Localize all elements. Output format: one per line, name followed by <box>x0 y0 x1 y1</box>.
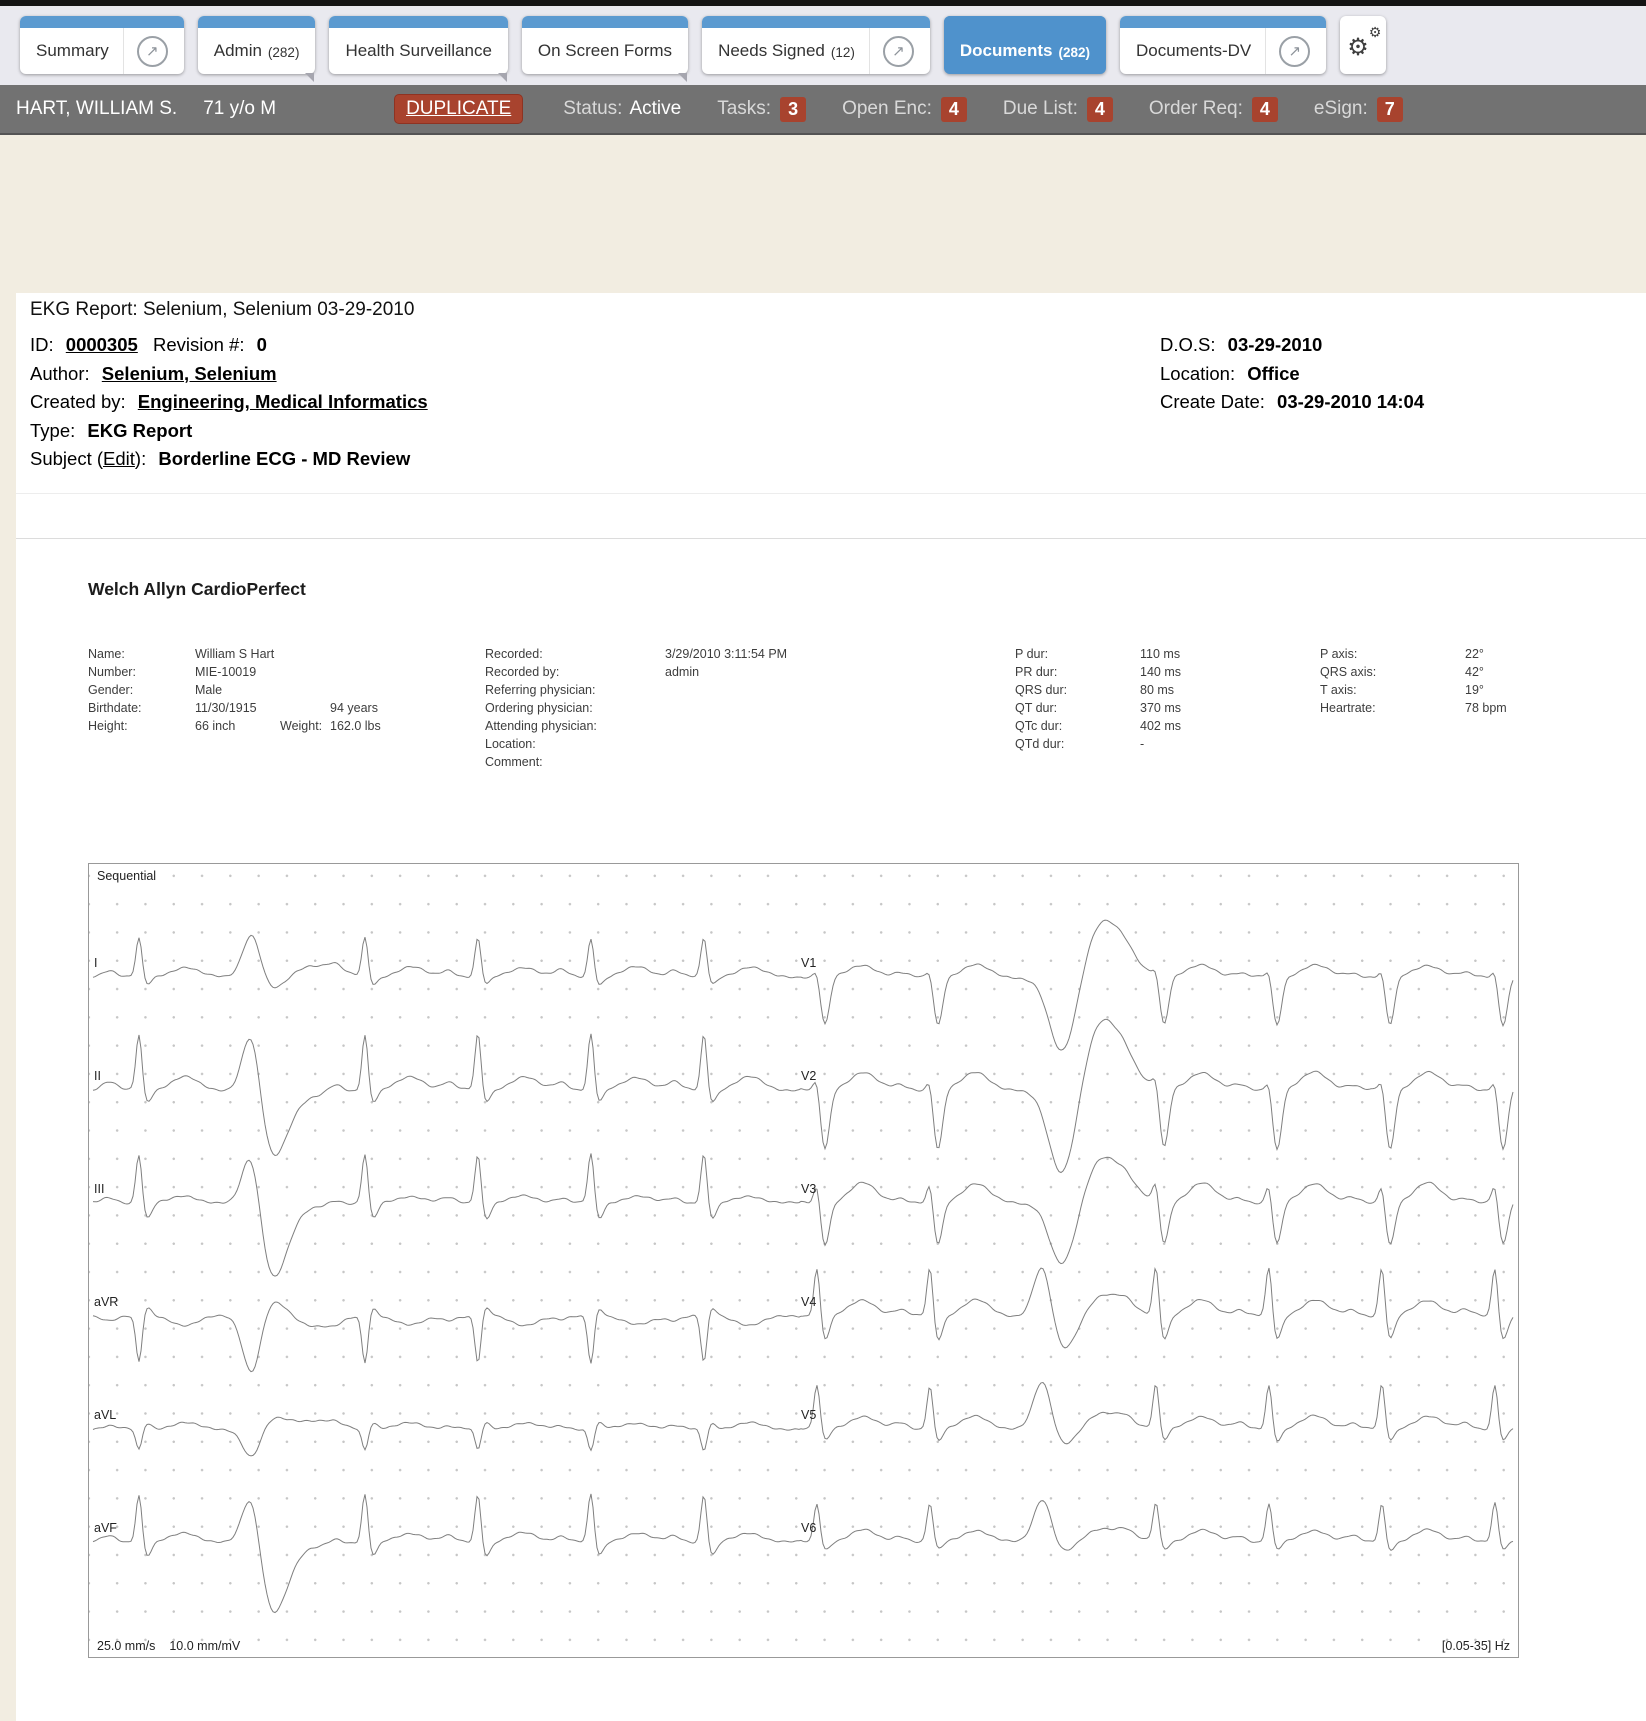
report-field-row <box>88 683 518 701</box>
duplicate-button[interactable]: DUPLICATE <box>394 94 523 124</box>
order-req-label: Order Req: <box>1148 98 1243 119</box>
report-field-label: Recorded: <box>485 647 543 661</box>
document-meta-right <box>1160 331 1424 417</box>
location-label: Location: <box>1160 362 1236 384</box>
patient-age-sex: 71 y/o M <box>203 98 277 119</box>
report-field-value: 80 ms <box>1140 683 1175 697</box>
report-field-row <box>485 755 925 773</box>
ecg-trace-row-6 <box>93 1494 1513 1613</box>
tab-count: (282) <box>267 44 300 60</box>
type-label: Type: <box>30 419 76 441</box>
create-date-value: 03-29-2010 14:04 <box>1277 391 1425 412</box>
header-divider <box>16 493 1646 494</box>
settings-gear-icon: ⚙ <box>1347 34 1369 61</box>
report-field-label: Location: <box>485 737 536 751</box>
ecg-scale-note <box>97 1639 254 1653</box>
report-field-value: 94 years <box>330 701 378 715</box>
tab-cap <box>1120 16 1326 28</box>
report-field-label: P axis: <box>1320 647 1358 661</box>
ecg-lead-label-v4: V4 <box>801 1295 817 1309</box>
ecg-lead-label-avr: aVR <box>94 1295 119 1309</box>
report-field-value: MIE-10019 <box>195 665 257 679</box>
ecg-lead-label-v6: V6 <box>801 1521 817 1535</box>
report-field-label: QRS dur: <box>1015 683 1068 697</box>
report-field-label: Height: <box>88 719 128 733</box>
report-field-label: PR dur: <box>1015 665 1058 679</box>
tab-count: (12) <box>830 44 855 60</box>
ecg-lead-label-avl: aVL <box>94 1408 117 1422</box>
ekg-report-body <box>16 538 1646 1721</box>
chart-tab-bar <box>0 6 1646 85</box>
patient-info-column <box>88 647 518 737</box>
report-field-value: 66 inch <box>195 719 236 733</box>
ekg-strip-image <box>88 863 1519 1658</box>
tab-cap <box>702 16 930 28</box>
tab-label: Documents-DV <box>1135 41 1252 60</box>
document-meta-left <box>30 331 428 474</box>
ecg-trace-row-3 <box>93 1154 1513 1277</box>
ecg-trace-row-1 <box>93 920 1513 1050</box>
tasks-count-badge[interactable]: 3 <box>780 97 806 122</box>
type-value: EKG Report <box>87 419 193 441</box>
popout-arrow-icon[interactable]: ↗ <box>883 36 914 67</box>
report-field-row <box>1320 701 1560 719</box>
report-field-row <box>485 647 925 665</box>
report-field-value: Male <box>195 683 223 697</box>
ecg-lead-label-avf: aVF <box>94 1521 117 1535</box>
tab-on-screen-forms[interactable] <box>522 16 688 74</box>
document-id-link[interactable]: 0000305 <box>65 334 138 355</box>
tab-admin[interactable] <box>198 16 316 74</box>
ecg-lead-label-v1: V1 <box>801 956 817 970</box>
report-field-label: Gender: <box>88 683 134 697</box>
ecg-trace-row-4 <box>93 1268 1513 1372</box>
ecg-speed: 25.0 mm/s <box>97 1639 156 1653</box>
tab-label: Admin <box>213 41 262 60</box>
status-label: Status: <box>563 98 623 119</box>
dos-value: 03-29-2010 <box>1227 334 1323 355</box>
tab-count: (282) <box>1058 44 1090 60</box>
due-list-count-badge[interactable]: 4 <box>1087 97 1113 122</box>
popout-arrow-icon[interactable]: ↗ <box>137 36 168 67</box>
esign-label: eSign: <box>1313 98 1368 119</box>
tab-popout[interactable] <box>869 28 914 74</box>
report-field-value: 3/29/2010 3:11:54 PM <box>665 647 788 661</box>
ecg-layout-label: Sequential <box>97 869 157 883</box>
report-field-label: QTd dur: <box>1015 737 1065 751</box>
report-field-row <box>485 701 925 719</box>
document-panel <box>16 293 1646 1720</box>
report-field-value: 19° <box>1465 683 1484 697</box>
id-revision-line <box>30 331 428 360</box>
report-field-label: Attending physician: <box>485 719 597 733</box>
tab-health-surveillance[interactable] <box>329 16 507 74</box>
revision-value: 0 <box>256 334 267 355</box>
status-value: Active <box>629 98 682 119</box>
report-field-row <box>88 719 518 737</box>
report-field-value: 370 ms <box>1140 701 1181 715</box>
subject-value: Borderline ECG - MD Review <box>158 448 411 469</box>
popout-arrow-icon[interactable]: ↗ <box>1279 36 1310 67</box>
open-enc-count-badge[interactable]: 4 <box>941 97 967 122</box>
tab-summary[interactable] <box>20 16 184 74</box>
tab-label: Needs Signed <box>718 41 825 60</box>
author-link[interactable]: Selenium, Selenium <box>101 362 277 384</box>
report-field-row <box>1015 683 1295 701</box>
settings-gear-small-icon: ⚙ <box>1368 24 1382 40</box>
create-date-label: Create Date: <box>1160 391 1265 412</box>
patient-header-bar <box>0 85 1646 135</box>
report-field-label: Referring physician: <box>485 683 596 697</box>
report-field-value: 78 bpm <box>1465 701 1507 715</box>
report-field-row <box>1015 719 1295 737</box>
report-field-label: Name: <box>88 647 125 661</box>
report-field-row <box>88 701 518 719</box>
report-field-label: Recorded by: <box>485 665 560 679</box>
author-line <box>30 360 428 389</box>
esign-count-badge[interactable]: 7 <box>1377 97 1403 122</box>
report-field-label: QRS axis: <box>1320 665 1377 679</box>
ecg-lead-label-iii: III <box>94 1182 105 1196</box>
report-field-value: 162.0 lbs <box>330 719 381 733</box>
tab-cap <box>20 16 184 28</box>
tab-documents-dv[interactable] <box>1120 16 1326 74</box>
ecg-lead-label-v5: V5 <box>801 1408 817 1422</box>
report-field-label: QT dur: <box>1015 701 1058 715</box>
subject-edit-link[interactable]: Edit <box>103 448 135 469</box>
location-line <box>1160 360 1424 389</box>
report-field-value: William S Hart <box>195 647 275 661</box>
report-field-label: Comment: <box>485 755 543 769</box>
tab-label: Documents <box>959 41 1053 60</box>
report-field-value: 11/30/1915 <box>195 701 257 715</box>
tab-popout[interactable] <box>123 28 168 74</box>
settings-button[interactable] <box>1340 16 1386 74</box>
report-field-row <box>88 665 518 683</box>
report-field-value: admin <box>665 665 700 679</box>
open-enc-label: Open Enc: <box>842 98 932 119</box>
report-field-row <box>1320 647 1560 665</box>
report-field-row <box>88 647 518 665</box>
ecg-filter-note: [0.05-35] Hz <box>1441 1639 1510 1653</box>
ecg-lead-label-ii: II <box>94 1069 101 1083</box>
patient-name: HART, WILLIAM S. <box>16 98 178 119</box>
subject-line <box>30 445 428 474</box>
revision-label: Revision #: <box>152 334 245 355</box>
report-field-label: Birthdate: <box>88 701 142 715</box>
ecg-lead-label-v3: V3 <box>801 1182 817 1196</box>
tab-cap <box>198 16 316 28</box>
report-field-value: 110 ms <box>1140 647 1181 661</box>
report-field-row <box>1015 647 1295 665</box>
subject-label: Subject ( <box>30 448 104 469</box>
tab-label: On Screen Forms <box>537 41 673 60</box>
report-field-label: Ordering physician: <box>485 701 593 715</box>
tab-cap <box>329 16 507 28</box>
report-field-label: P dur: <box>1015 647 1049 661</box>
ecg-lead-label-v2: V2 <box>801 1069 817 1083</box>
report-field-row <box>1015 737 1295 755</box>
ecg-lead-label-i: I <box>94 956 98 970</box>
location-value: Office <box>1247 362 1300 384</box>
tab-popout[interactable] <box>1265 28 1310 74</box>
report-field-label: Weight: <box>280 719 323 733</box>
report-field-value: 140 ms <box>1140 665 1181 679</box>
order-req-count-badge[interactable]: 4 <box>1252 97 1278 122</box>
report-field-row <box>485 737 925 755</box>
tab-documents[interactable] <box>944 16 1106 74</box>
tasks-label: Tasks: <box>717 98 772 119</box>
ecg-gain: 10.0 mm/mV <box>169 1639 241 1653</box>
report-field-row <box>485 719 925 737</box>
created-by-label: Created by: <box>30 391 126 412</box>
created-by-link[interactable]: Engineering, Medical Informatics <box>137 391 428 412</box>
report-field-value: 42° <box>1465 665 1484 679</box>
report-field-row <box>485 683 925 701</box>
author-label: Author: <box>30 362 90 384</box>
id-label: ID: <box>30 334 54 355</box>
report-field-value: 22° <box>1465 647 1484 661</box>
report-field-value: - <box>1140 737 1145 751</box>
report-field-row <box>1320 683 1560 701</box>
tab-label: Health Surveillance <box>345 41 492 60</box>
report-title: Welch Allyn CardioPerfect <box>88 579 306 599</box>
subject-label-suffix: ): <box>134 448 147 469</box>
report-field-row <box>485 665 925 683</box>
create-date-line <box>1160 388 1424 417</box>
dos-line <box>1160 331 1424 360</box>
axis-column <box>1320 647 1560 719</box>
tab-cap <box>944 16 1106 28</box>
interval-column <box>1015 647 1295 755</box>
due-list-label: Due List: <box>1002 98 1078 119</box>
recording-info-column <box>485 647 925 773</box>
created-by-line <box>30 388 428 417</box>
report-field-label: Heartrate: <box>1320 701 1376 715</box>
tab-needs-signed[interactable] <box>702 16 930 74</box>
report-field-value: 402 ms <box>1140 719 1181 733</box>
ecg-waveforms <box>89 864 1518 1657</box>
report-field-label: QTc dur: <box>1015 719 1063 733</box>
tab-label: Summary <box>36 41 109 60</box>
dos-label: D.O.S: <box>1160 334 1216 355</box>
report-field-label: Number: <box>88 665 136 679</box>
type-line <box>30 417 428 446</box>
report-field-label: T axis: <box>1320 683 1357 697</box>
tab-cap <box>522 16 688 28</box>
report-field-row <box>1320 665 1560 683</box>
report-field-row <box>1015 665 1295 683</box>
ecg-trace-row-2 <box>93 1019 1513 1172</box>
report-field-row <box>1015 701 1295 719</box>
document-title: EKG Report: Selenium, Selenium 03-29-2010 <box>30 299 415 320</box>
